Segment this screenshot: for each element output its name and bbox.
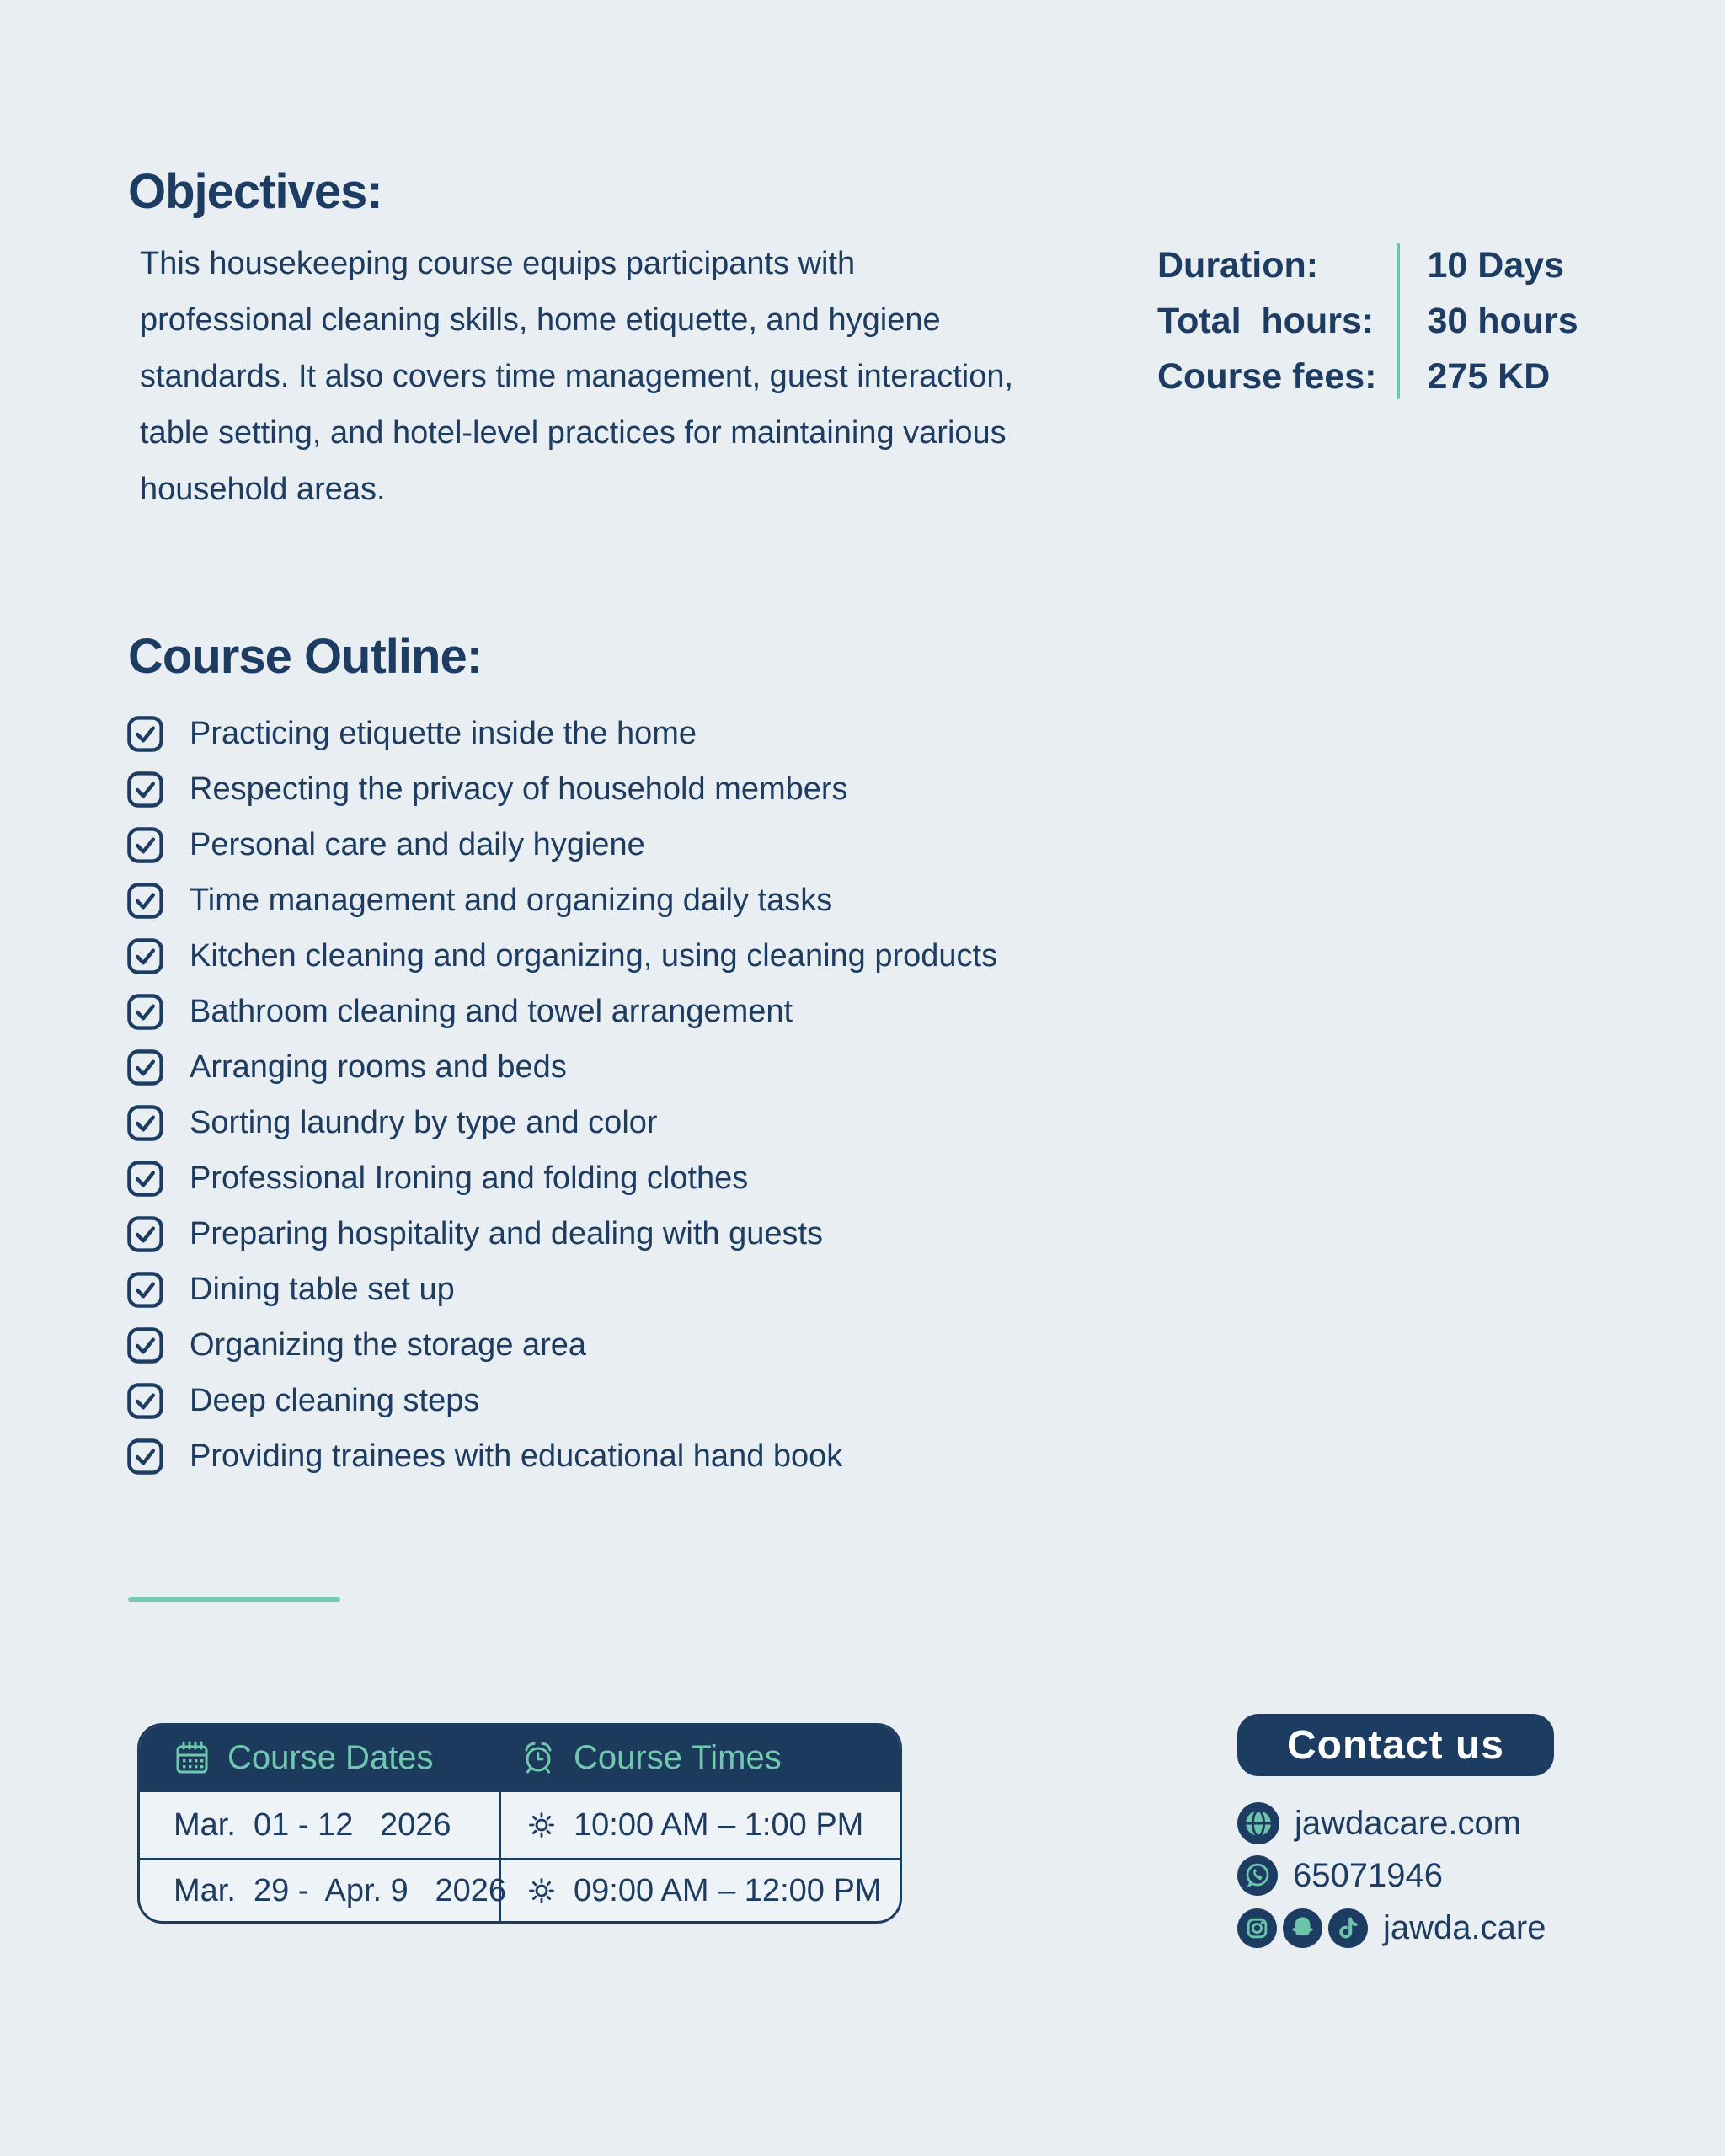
list-item	[126, 1039, 997, 1095]
list-item-label: Respecting the privacy of household members	[190, 771, 848, 807]
globe-icon	[1237, 1802, 1279, 1844]
calendar-icon	[174, 1739, 211, 1776]
list-item-label: Personal care and daily hygiene	[190, 826, 645, 862]
sun-icon	[528, 1877, 555, 1904]
total-hours-value: 30 hours	[1427, 301, 1578, 341]
checked-checkbox-icon	[126, 771, 164, 808]
list-item-label: Practicing etiquette inside the home	[190, 715, 697, 751]
checked-checkbox-icon	[126, 1215, 164, 1253]
list-item	[126, 1095, 997, 1150]
checked-checkbox-icon	[126, 993, 164, 1031]
instagram-icon[interactable]	[1237, 1908, 1277, 1948]
list-item-label: Sorting laundry by type and color	[190, 1104, 658, 1140]
contact-us-button[interactable]	[1237, 1714, 1554, 1776]
course-times-header	[501, 1739, 900, 1777]
checked-checkbox-icon	[126, 937, 164, 975]
list-item	[126, 706, 997, 761]
checked-checkbox-icon	[126, 826, 164, 864]
whatsapp-icon	[1237, 1855, 1278, 1896]
social-icons	[1237, 1908, 1368, 1948]
vertical-divider	[1397, 243, 1400, 399]
checked-checkbox-icon	[126, 715, 164, 753]
list-item	[126, 1373, 997, 1428]
list-item-label: Time management and organizing daily tasks	[190, 882, 833, 918]
list-item-label: Providing trainees with educational hand book	[190, 1438, 843, 1474]
contact-section	[1237, 1714, 1625, 1950]
list-item	[126, 817, 997, 873]
course-fees-value: 275 KD	[1427, 356, 1551, 397]
list-item-label: Bathroom cleaning and towel arrangement	[190, 993, 793, 1029]
duration-label: Duration:	[1157, 245, 1319, 286]
social-handle[interactable]: jawda.care	[1383, 1908, 1546, 1946]
list-item	[126, 984, 997, 1039]
checked-checkbox-icon	[126, 1104, 164, 1142]
list-item	[126, 761, 997, 817]
checked-checkbox-icon	[126, 1049, 164, 1086]
course-dates-header	[140, 1739, 501, 1777]
snapchat-icon[interactable]	[1283, 1908, 1322, 1948]
schedule-table	[137, 1723, 902, 1924]
duration-value: 10 Days	[1427, 245, 1565, 286]
course-info-labels	[1157, 237, 1376, 404]
list-item-label: Organizing the storage area	[190, 1326, 587, 1363]
phone-row	[1237, 1854, 1625, 1897]
list-item	[126, 1150, 997, 1206]
alarm-clock-icon	[520, 1739, 557, 1776]
list-item	[126, 873, 997, 928]
course-date-cell: Mar. 01 - 12 2026	[140, 1792, 501, 1858]
section-divider	[128, 1597, 340, 1602]
course-date-cell: Mar. 29 - Apr. 9 2026	[140, 1860, 501, 1921]
course-time-label: 09:00 AM – 12:00 PM	[574, 1872, 882, 1908]
total-hours-label: Total hours:	[1157, 301, 1375, 341]
course-outline-list	[126, 706, 997, 1484]
list-item	[126, 1262, 997, 1317]
list-item-label: Dining table set up	[190, 1271, 455, 1307]
course-times-header-label: Course Times	[574, 1738, 782, 1776]
course-info-panel	[1157, 237, 1578, 404]
contact-rows	[1237, 1801, 1625, 1950]
course-dates-header-label: Course Dates	[227, 1738, 434, 1776]
checked-checkbox-icon	[126, 1326, 164, 1364]
checked-checkbox-icon	[126, 1271, 164, 1309]
list-item-label: Kitchen cleaning and organizing, using cleaning products	[190, 937, 998, 974]
checked-checkbox-icon	[126, 1438, 164, 1476]
social-row	[1237, 1906, 1625, 1950]
course-time-cell	[501, 1860, 900, 1921]
website-link[interactable]: jawdacare.com	[1295, 1804, 1522, 1842]
list-item	[126, 1428, 997, 1484]
list-item-label: Deep cleaning steps	[190, 1382, 480, 1418]
course-time-cell	[501, 1792, 900, 1858]
list-item	[126, 928, 997, 984]
list-item-label: Professional Ironing and folding clothes	[190, 1160, 749, 1196]
tiktok-icon[interactable]	[1328, 1908, 1368, 1948]
objectives-title: Objectives:	[128, 164, 382, 219]
contact-us-label: Contact us	[1286, 1722, 1504, 1768]
sun-icon	[528, 1812, 555, 1838]
checked-checkbox-icon	[126, 882, 164, 920]
objectives-body: This housekeeping course equips participants with professional cleaning skills, home etiquette, and hygiene standards. It also covers time management, guest interaction, table setting, and hotel-level practices for maintaining various household areas.	[140, 246, 1014, 507]
checked-checkbox-icon	[126, 1160, 164, 1198]
course-info-values	[1427, 237, 1578, 404]
course-fees-label: Course fees:	[1157, 356, 1377, 397]
website-row	[1237, 1801, 1625, 1845]
list-item-label: Arranging rooms and beds	[190, 1049, 567, 1085]
course-outline-title: Course Outline:	[128, 629, 483, 684]
list-item-label: Preparing hospitality and dealing with guests	[190, 1215, 824, 1251]
schedule-header-row	[140, 1726, 900, 1790]
checked-checkbox-icon	[126, 1382, 164, 1420]
table-row	[140, 1790, 900, 1858]
table-row	[140, 1858, 900, 1921]
phone-number[interactable]: 65071946	[1293, 1856, 1443, 1894]
course-time-label: 10:00 AM – 1:00 PM	[574, 1806, 864, 1843]
list-item	[126, 1317, 997, 1373]
list-item	[126, 1206, 997, 1262]
